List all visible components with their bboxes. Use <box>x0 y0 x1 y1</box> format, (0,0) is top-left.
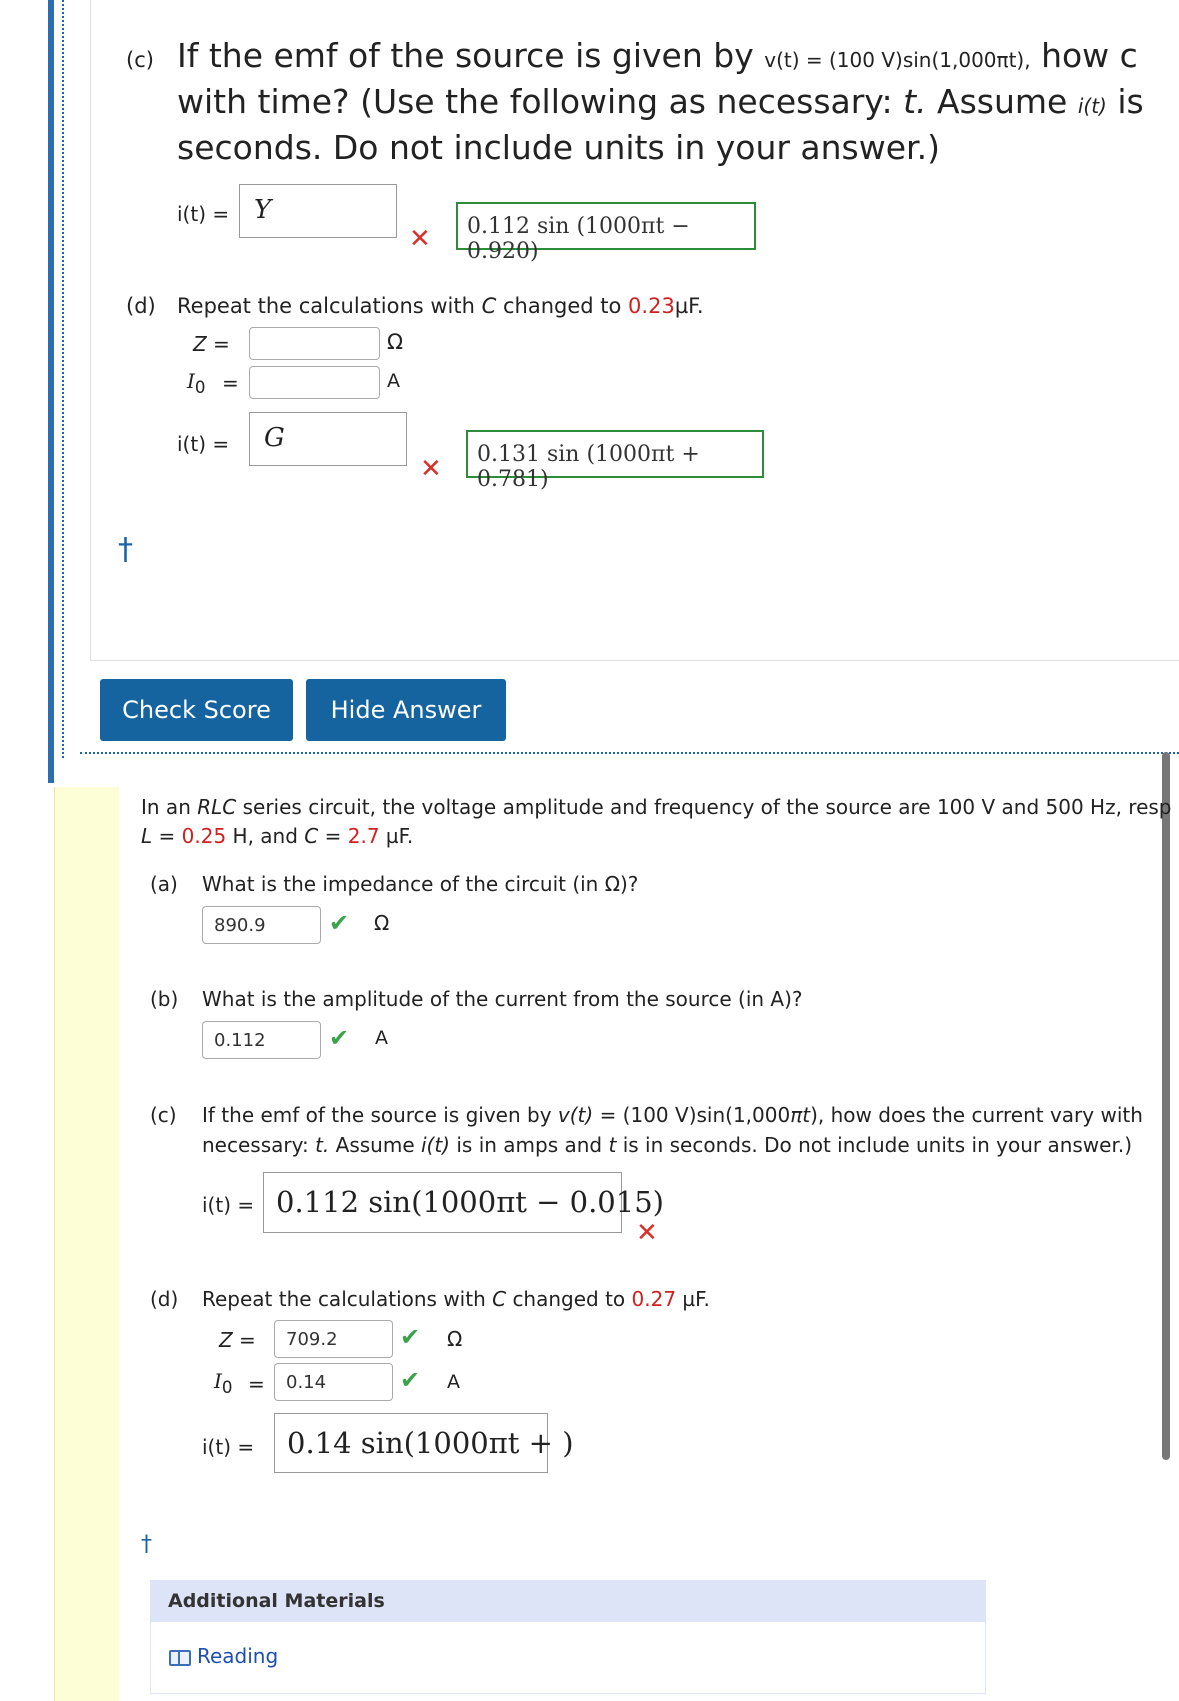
check-score-button[interactable]: Check Score <box>100 679 293 741</box>
question-2-intro-line1: In an RLC series circuit, the voltage amplitude and frequency of the source are 100 V and 500 Hz, resp <box>141 795 1172 819</box>
part-c-text: is <box>1117 82 1144 121</box>
question-1-panel <box>0 0 1179 787</box>
part-d-label: (d) <box>126 294 156 318</box>
incorrect-icon: ✕ <box>636 1218 658 1248</box>
i0-unit-2: A <box>447 1371 460 1393</box>
impedance-unit: Ω <box>374 911 390 935</box>
correct-check-icon: ✔ <box>400 1366 421 1394</box>
additional-materials-title: Additional Materials <box>168 1590 385 1612</box>
book-icon <box>169 1650 191 1666</box>
part-c-label-2: (c) <box>150 1103 177 1127</box>
part-a-question: What is the impedance of the circuit (in Ω)? <box>202 872 639 896</box>
dagger-link[interactable]: † <box>118 532 133 567</box>
correct-check-icon: ✔ <box>329 909 350 937</box>
part-b-label: (b) <box>150 987 179 1011</box>
emf-formula: v(t) = (100 V)sin(1,000πt), <box>764 48 1031 72</box>
part-c-label: (c) <box>126 48 154 72</box>
correct-check-icon: ✔ <box>329 1024 350 1052</box>
correct-answer-box-d: 0.131 sin (1000πt + 0.781) <box>466 430 764 478</box>
i-label-2: i(t) = <box>202 1193 255 1217</box>
z-label-2: Z = <box>219 1328 256 1352</box>
hide-answer-button[interactable]: Hide Answer <box>306 679 506 741</box>
part-d-text: Repeat the calculations with C changed to 0.23µF. <box>177 294 704 318</box>
active-question-bar <box>48 0 54 783</box>
current-unit: A <box>375 1027 388 1049</box>
z-unit-2: Ω <box>447 1327 463 1351</box>
incorrect-icon: ✕ <box>420 454 442 484</box>
i0-input-2[interactable]: 0.14 <box>274 1363 393 1401</box>
question-2-margin <box>54 787 119 1701</box>
i-label: i(t) = <box>177 202 230 226</box>
part-c-line1-2: If the emf of the source is given by v(t) = (100 V)sin(1,000πt), how does the current vary with <box>202 1103 1143 1127</box>
var-it: i(t) <box>1077 94 1107 118</box>
part-c-text: If the emf of the source is given by <box>177 36 754 75</box>
inductance-value: 0.25 <box>181 824 227 848</box>
i-label-d: i(t) = <box>177 432 230 456</box>
focus-outline-left <box>62 0 64 758</box>
part-d-label-2: (d) <box>150 1287 179 1311</box>
part-a-label: (a) <box>150 872 178 896</box>
z-label: Z = <box>193 332 230 356</box>
part-c-line2-2: necessary: t. Assume i(t) is in amps and t is in seconds. Do not include units in your answer.) <box>202 1133 1133 1157</box>
current-amplitude-input[interactable]: 0.112 <box>202 1021 321 1059</box>
correct-check-icon: ✔ <box>400 1323 421 1351</box>
z-unit: Ω <box>387 330 404 354</box>
capacitance-value: 2.7 <box>347 824 380 848</box>
i0-eq-2: = <box>248 1372 265 1396</box>
part-c-line1 <box>177 36 1179 75</box>
i0-unit: A <box>387 370 400 392</box>
part-b-question: What is the amplitude of the current from the source (in A)? <box>202 987 803 1011</box>
incorrect-icon: ✕ <box>409 224 431 254</box>
part-c-line2 <box>177 82 1179 121</box>
question-2-intro-line2: L = 0.25 H, and C = 2.7 µF. <box>141 824 414 848</box>
dagger-link-2[interactable]: † <box>141 1532 152 1557</box>
i0-eq: = <box>222 371 239 395</box>
impedance-input[interactable]: 890.9 <box>202 906 321 944</box>
i-t-input[interactable]: Y <box>239 184 397 238</box>
additional-materials-header <box>150 1580 986 1622</box>
z-input-2[interactable]: 709.2 <box>274 1320 393 1358</box>
capacitance-value: 0.23 <box>628 294 675 318</box>
z-input[interactable] <box>249 327 380 360</box>
i-t-input-2[interactable]: 0.112 sin(1000πt − 0.015) <box>263 1172 622 1233</box>
part-d-text-2: Repeat the calculations with C changed to 0.27 µF. <box>202 1287 710 1311</box>
focus-outline-bottom <box>80 752 1179 754</box>
part-c-text: with time? (Use the following as necessary: <box>177 82 893 121</box>
i0-label: $I_0$ <box>187 369 206 397</box>
part-c-text-cont: how c <box>1041 36 1138 75</box>
var-t: t. <box>903 82 927 121</box>
part-c-line3: seconds. Do not include units in your answer.) <box>177 128 940 167</box>
correct-answer-box: 0.112 sin (1000πt − 0.920) <box>456 202 756 250</box>
i0-label-2: $I_0$ <box>214 1369 233 1397</box>
i-t-input-d[interactable]: G <box>249 412 407 466</box>
i-t-input-d-2[interactable]: 0.14 sin(1000πt + ) <box>274 1413 548 1473</box>
capacitance-value: 0.27 <box>631 1287 677 1311</box>
part-c-text: Assume <box>937 82 1068 121</box>
i0-input[interactable] <box>249 366 380 399</box>
i-label-d-2: i(t) = <box>202 1435 255 1459</box>
additional-materials-body <box>150 1622 986 1694</box>
reading-link[interactable]: Reading <box>169 1644 278 1668</box>
